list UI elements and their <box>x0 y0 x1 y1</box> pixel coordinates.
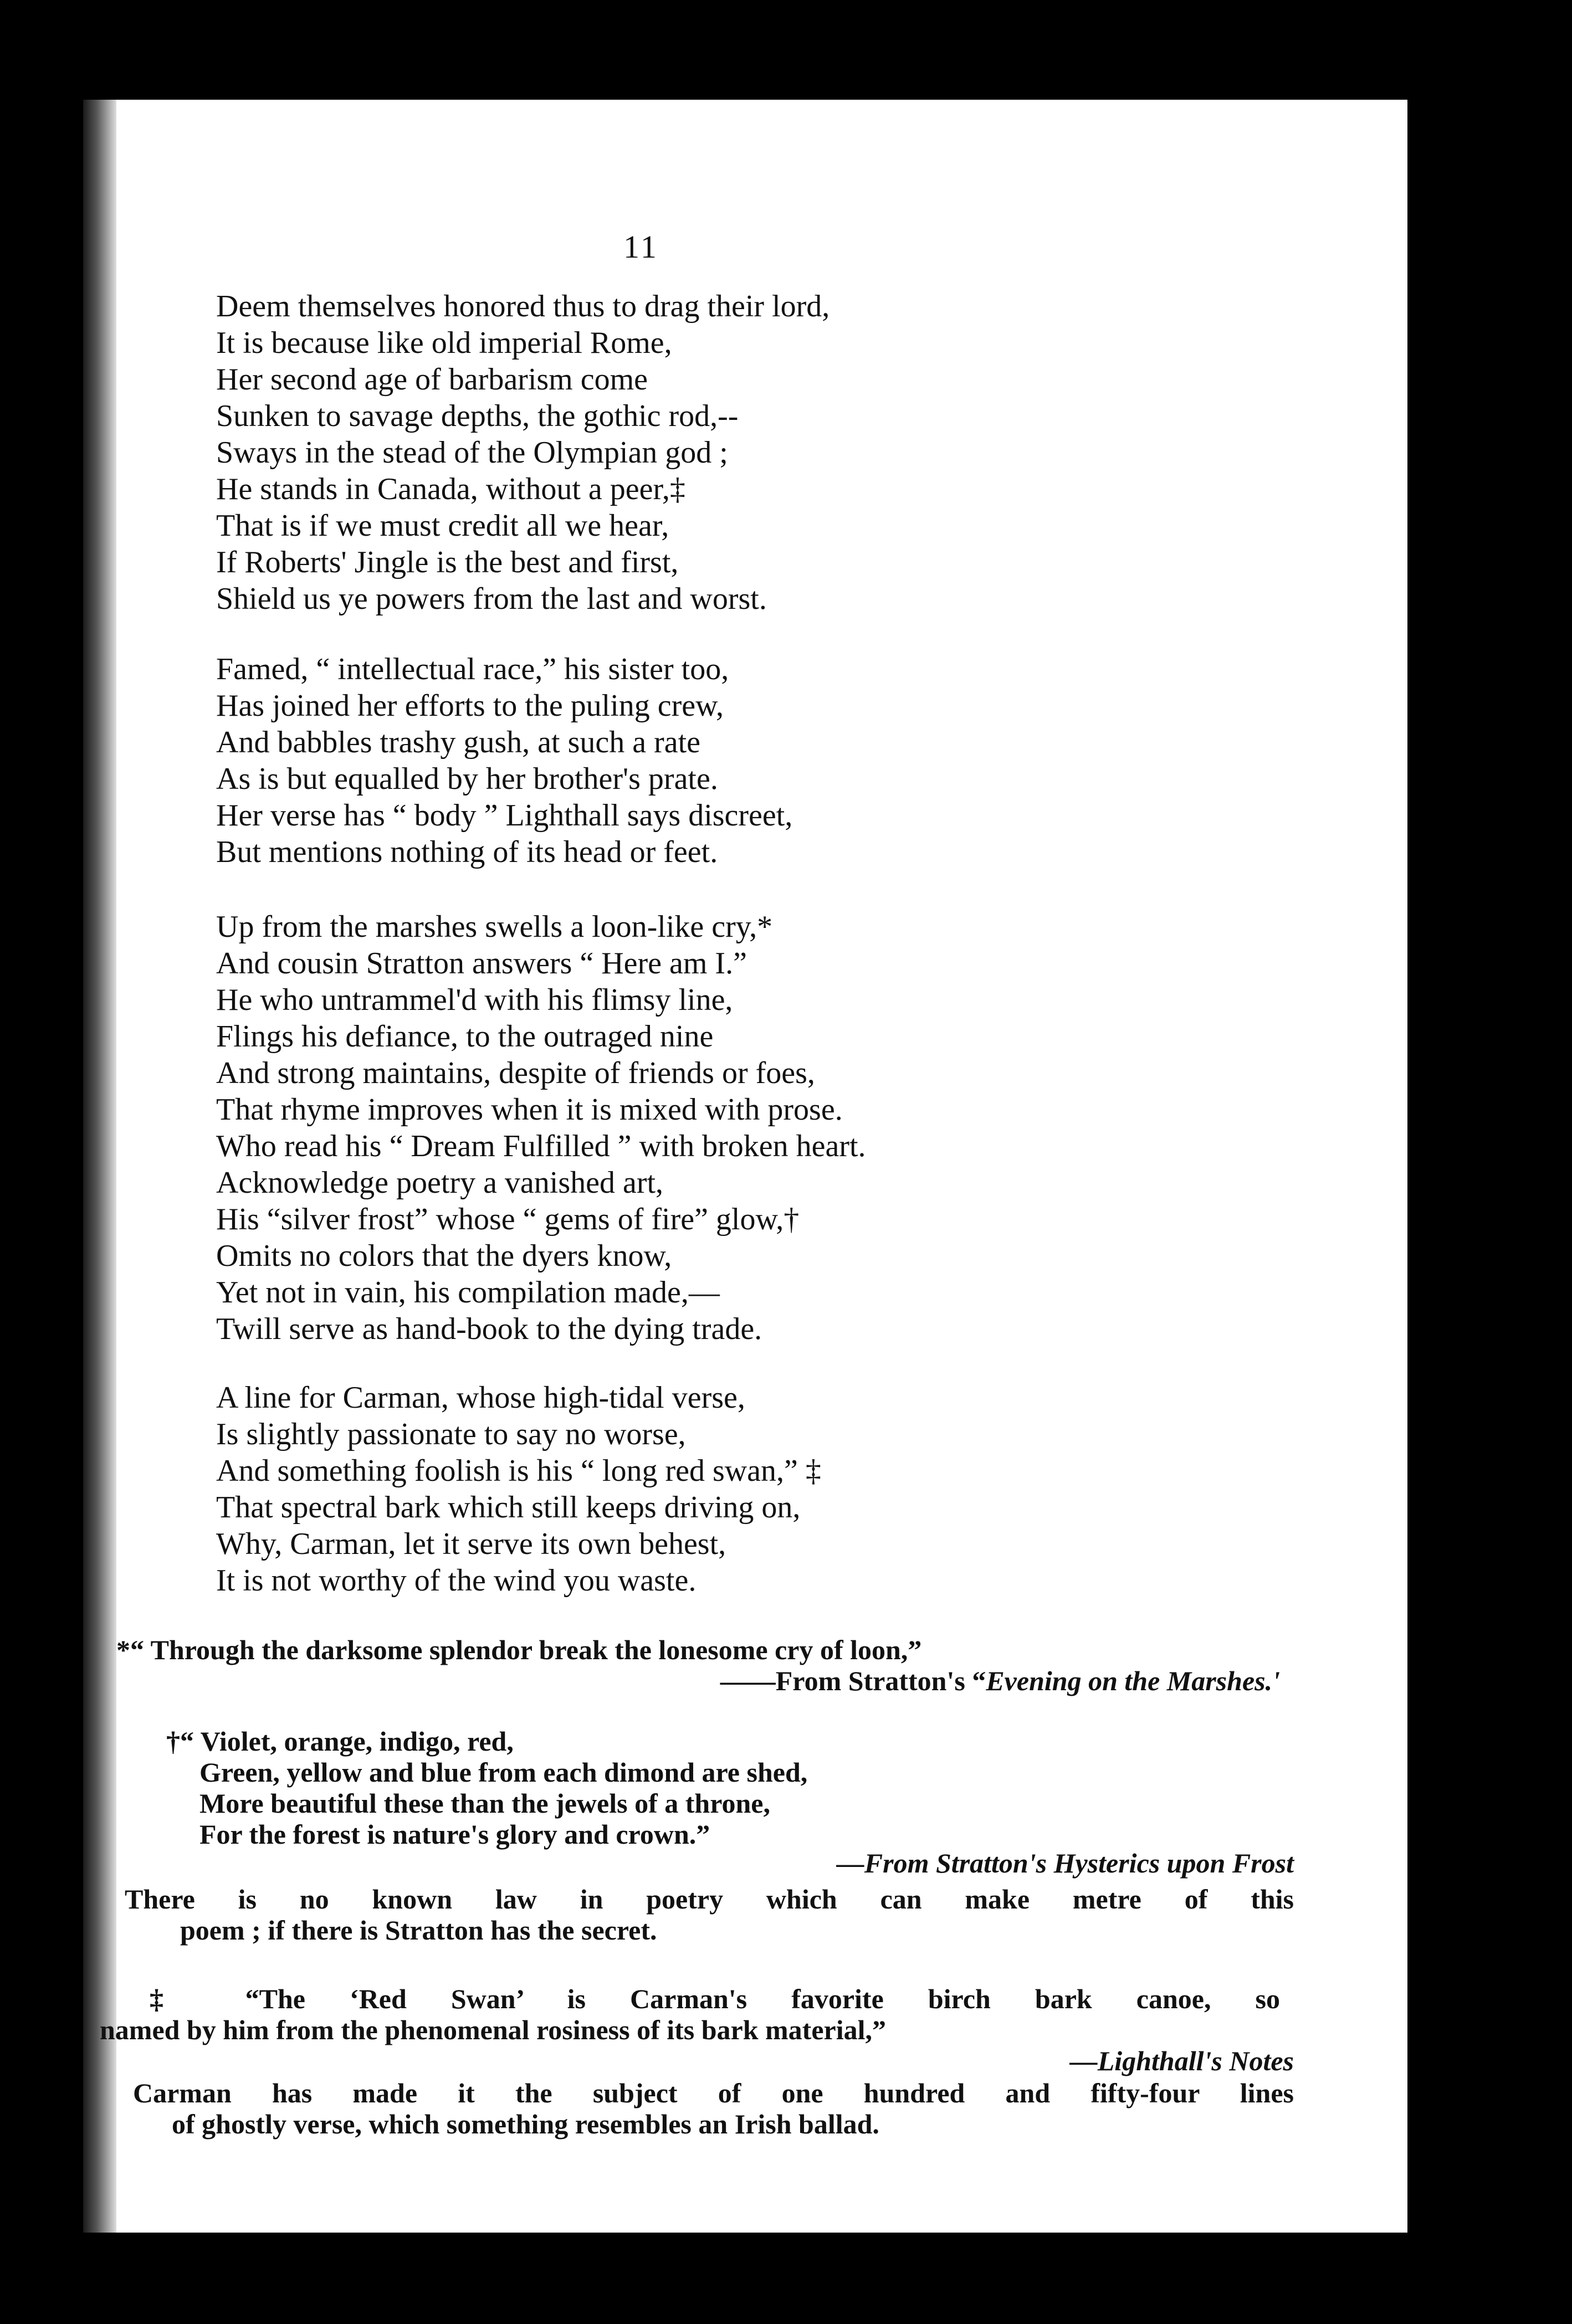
poem-line: He stands in Canada, without a peer,‡ <box>216 472 685 506</box>
stanza-4 <box>216 1379 821 1599</box>
stanza-3 <box>216 909 866 1347</box>
footnote-3 <box>125 1884 1294 1946</box>
footnote-line: There is no known law in poetry which can make metre of this <box>125 1884 1294 1915</box>
footnote-2-quote <box>166 1726 807 1850</box>
poem-line: Famed, “ intellectual race,” his sister too, <box>216 652 729 686</box>
stanza-1 <box>216 288 829 617</box>
poem-line: Flings his defiance, to the outraged nine <box>216 1019 714 1054</box>
poem-line: Yet not in vain, his compilation made,— <box>216 1275 720 1310</box>
poem-line: That is if we must credit all we hear, <box>216 509 669 543</box>
footnote-4-line: named by him from the phenomenal rosiness of its bark material,” <box>100 2014 886 2045</box>
footnote-2-source: —From Stratton's Hysterics upon Frost <box>836 1848 1294 1879</box>
footnote-line: More beautiful these than the jewels of a throne, <box>199 1788 770 1819</box>
poem-line: Up from the marshes swells a loon-like cry,* <box>216 910 773 944</box>
footnote-line: Green, yellow and blue from each dimond are shed, <box>199 1757 808 1788</box>
poem-line: That spectral bark which still keeps driving on, <box>216 1490 801 1525</box>
poem-line: Shield us ye powers from the last and worst. <box>216 582 767 616</box>
poem-line: He who untrammel'd with his flimsy line, <box>216 983 733 1017</box>
poem-line: Who read his “ Dream Fulfilled ” with broken heart. <box>216 1129 866 1163</box>
footnote-1-source <box>488 1665 1280 1696</box>
poem-line: Sways in the stead of the Olympian god ; <box>216 435 728 470</box>
poem-line: Her verse has “ body ” Lighthall says discreet, <box>216 798 793 833</box>
poem-line: His “silver frost” whose “ gems of fire” glow,† <box>216 1202 800 1237</box>
poem-line: And babbles trashy gush, at such a rate <box>216 725 700 760</box>
poem-line: But mentions nothing of its head or feet. <box>216 835 718 869</box>
footnote-4-line: Carman has made it the subject of one hundred and fifty-four lines <box>133 2077 1294 2108</box>
poem-line: If Roberts' Jingle is the best and first, <box>216 545 679 579</box>
stanza-2 <box>216 651 792 870</box>
source-title: Evening on the Marshes.' <box>986 1665 1280 1696</box>
poem-line: Sunken to savage depths, the gothic rod,-- <box>216 399 739 433</box>
footnote-line: †“ Violet, orange, indigo, red, <box>166 1726 514 1757</box>
poem-line: A line for Carman, whose high-tidal verse, <box>216 1381 745 1415</box>
footnote-4-line: ‡ “The ‘Red Swan’ is Carman's favorite birch bark canoe, so <box>150 1983 1280 2014</box>
poem-line: And cousin Stratton answers “ Here am I.” <box>216 946 747 981</box>
poem-line: It is not worthy of the wind you waste. <box>216 1563 697 1598</box>
poem-line: As is but equalled by her brother's prate. <box>216 762 718 796</box>
poem-line: Acknowledge poetry a vanished art, <box>216 1166 664 1200</box>
poem-line: Deem themselves honored thus to drag their lord, <box>216 289 830 324</box>
poem-line: Twill serve as hand-book to the dying trade. <box>216 1312 762 1346</box>
footnote-4-source: —Lighthall's Notes <box>1069 2045 1294 2076</box>
footnote-1-quote: *“ Through the darksome splendor break the lonesome cry of loon,” <box>116 1634 922 1665</box>
poem-line: Is slightly passionate to say no worse, <box>216 1417 686 1451</box>
poem-line: Omits no colors that the dyers know, <box>216 1239 672 1273</box>
poem-line: It is because like old imperial Rome, <box>216 326 672 360</box>
poem-line: Has joined her efforts to the puling crew, <box>216 689 724 723</box>
poem-line: And something foolish is his “ long red swan,” ‡ <box>216 1454 821 1488</box>
poem-line: Her second age of barbarism come <box>216 362 648 397</box>
poem-line: That rhyme improves when it is mixed with prose. <box>216 1092 843 1127</box>
footnote-line: For the forest is nature's glory and crown.” <box>199 1819 710 1850</box>
poem-line: Why, Carman, let it serve its own behest, <box>216 1527 726 1561</box>
poem-line: And strong maintains, despite of friends or foes, <box>216 1056 815 1090</box>
source-prefix: ——From Stratton's “ <box>720 1665 986 1696</box>
page-spine-shadow <box>83 100 116 2233</box>
book-page <box>83 100 1407 2233</box>
footnote-4-line: of ghostly verse, which something resembles an Irish ballad. <box>172 2108 879 2140</box>
page-number: 11 <box>623 229 659 265</box>
footnote-line: poem ; if there is Stratton has the secret. <box>180 1915 657 1946</box>
